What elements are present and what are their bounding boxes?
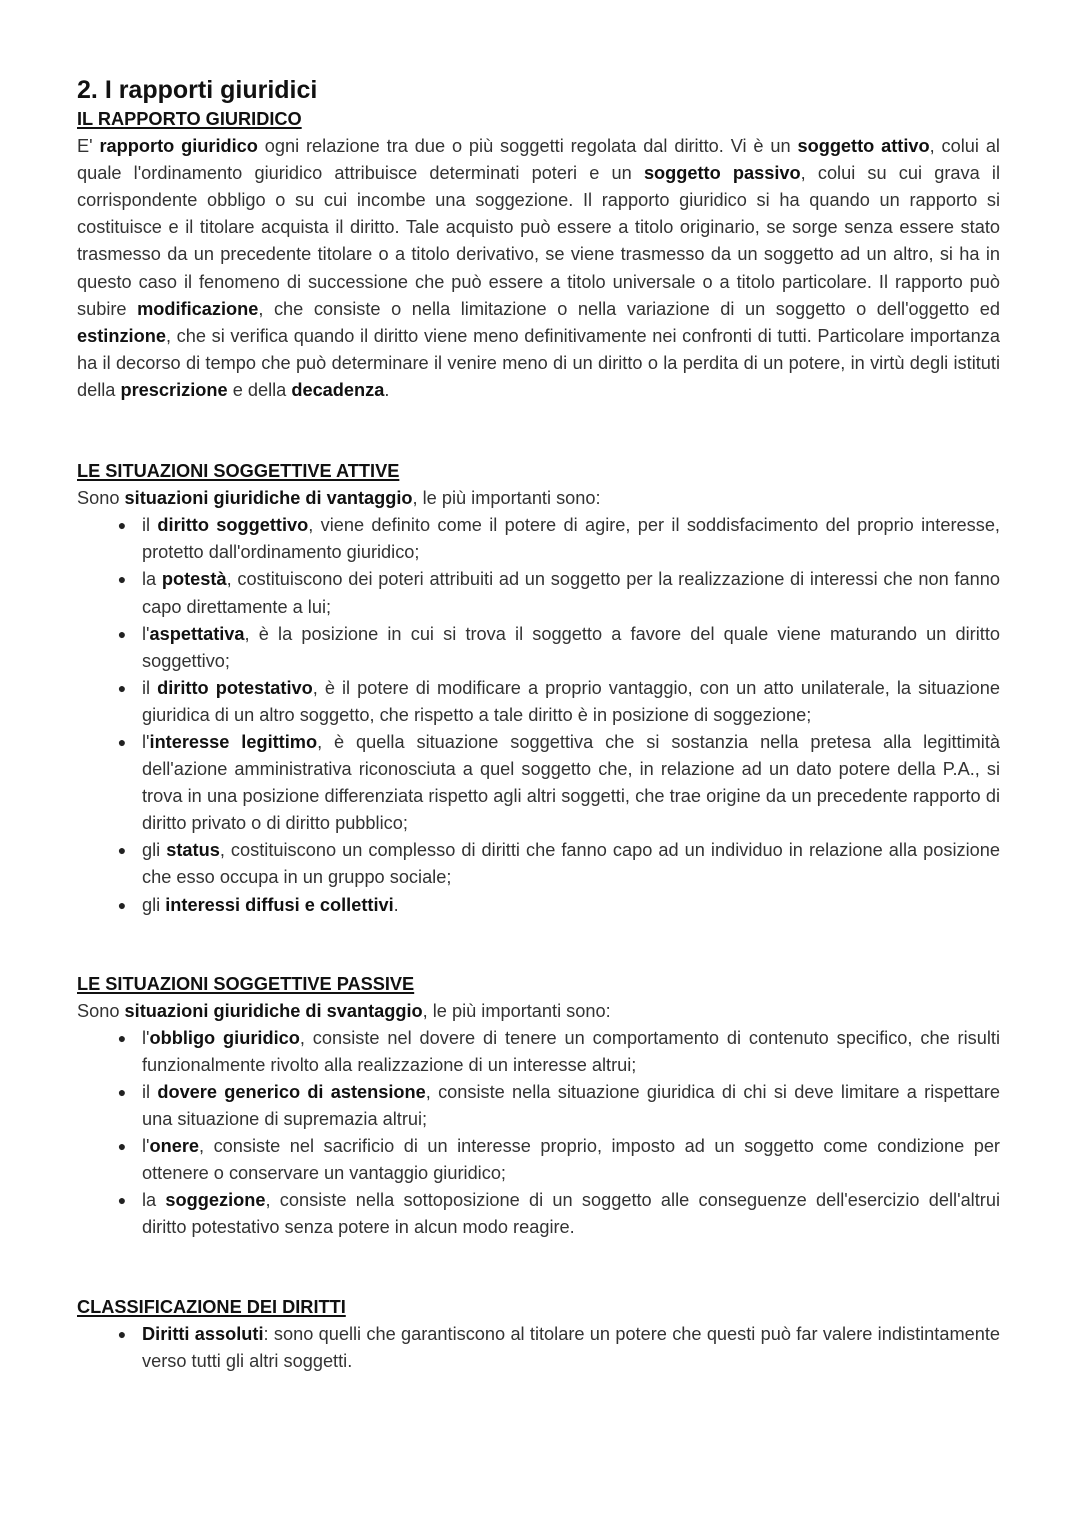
text-run: , viene definito come il potere di agire, per il soddisfacimento del proprio interesse, protetto dall'ordinamento giuridico; — [142, 515, 1000, 563]
text-run: gli — [142, 840, 167, 861]
text-run: , colui al quale l'ordinamento giuridico attribuisce determinati poteri e un — [77, 136, 1000, 184]
text-run: , le più importanti sono: — [422, 1000, 611, 1021]
page-title — [77, 74, 1000, 106]
text-run: , costituiscono un complesso di diritti che fanno capo ad un individuo in relazione alla posizione che esso occupa in un gruppo sociale; — [142, 840, 1001, 888]
bullet-icon: ● — [117, 679, 127, 696]
text-run: E' — [77, 136, 100, 157]
bold-term: dovere generico di astensione — [157, 1082, 426, 1102]
text-run: gli — [142, 894, 166, 915]
text-run: l' — [142, 1136, 150, 1157]
text-run: , che si verifica quando il diritto viene meno definitivamente nei confronti di tutti. Particolare importanza ha il decorso di tempo che può determinare il venire meno di un diritto o la perdita di un potere, in virtù degli istituti della — [77, 325, 1000, 400]
list-item — [77, 675, 1000, 729]
bold-term: soggetto attivo — [797, 136, 930, 157]
list-item — [77, 1321, 1000, 1375]
bold-term: status — [166, 840, 220, 861]
list-item-text — [142, 678, 1000, 725]
text-run: , consiste nella situazione giuridica di chi si deve limitare a rispettare una situazione di supremazia altrui; — [142, 1082, 1000, 1130]
list-classificazione — [77, 1321, 1000, 1375]
text-run: il — [142, 515, 158, 536]
list-item-text — [142, 515, 1000, 562]
text-run: , consiste nella sottoposizione di un soggetto alle conseguenze dell'esercizio dell'altrui diritto potestativo senza potere in alcun modo reagire. — [142, 1190, 1000, 1238]
list-item-text — [142, 1136, 1000, 1183]
bold-term: aspettativa — [149, 623, 245, 644]
text-run: e della — [227, 379, 292, 400]
spacer — [77, 404, 1000, 458]
bold-term: interesse legittimo — [149, 731, 318, 752]
text-run: , consiste nel dovere di tenere un comportamento di contenuto specifico, che risulti funzionalmente rivolto alla realizzazione di un interesse altrui; — [142, 1027, 1000, 1075]
spacer — [77, 1242, 1000, 1294]
text-run: : sono quelli che garantiscono al titolare un potere che questi può far valere indistintamente verso tutti gli altri soggetti. — [142, 1323, 1000, 1371]
list-attive — [77, 512, 1000, 918]
list-item — [77, 892, 1000, 919]
bullet-icon: ● — [117, 1138, 127, 1155]
bold-term: Diritti assoluti — [142, 1323, 264, 1344]
bold-term: decadenza — [291, 379, 385, 400]
text-run: , costituiscono dei poteri attribuiti ad un soggetto per la realizzazione di interessi che non fanno capo direttamente a lui; — [142, 569, 1000, 617]
bullet-icon: ● — [117, 896, 127, 913]
section-heading-attive: LE SITUAZIONI SOGGETTIVE ATTIVE — [77, 461, 400, 482]
bold-term: situazioni giuridiche di vantaggio — [124, 488, 413, 509]
bold-term: estinzione — [77, 325, 166, 346]
section-heading-passive: LE SITUAZIONI SOGGETTIVE PASSIVE — [77, 973, 415, 994]
text-run: Sono — [77, 488, 125, 509]
bullet-icon: ● — [117, 1084, 127, 1100]
list-item — [77, 566, 1000, 620]
text-run: l' — [142, 1027, 150, 1048]
bullet-icon: ● — [117, 1325, 127, 1342]
bullet-icon: ● — [117, 625, 127, 642]
list-item-text — [142, 1028, 1000, 1075]
bold-term: obbligo giuridico — [149, 1027, 300, 1048]
bullet-icon: ● — [117, 1029, 127, 1046]
text-run: . — [393, 894, 399, 915]
list-item-text — [142, 1082, 1000, 1129]
list-passive — [77, 1025, 1000, 1242]
text-run: ogni relazione tra due o più soggetti regolata dal diritto. Vi è un — [257, 136, 798, 157]
list-item — [77, 729, 1000, 837]
bold-term: prescrizione — [120, 379, 228, 400]
text-run: l' — [142, 731, 150, 752]
title-number: 2. — [77, 76, 98, 104]
list-item — [77, 621, 1000, 675]
text-run: l' — [142, 623, 150, 644]
list-item-text — [142, 895, 399, 915]
section-heading-rapporto: IL RAPPORTO GIURIDICO — [77, 109, 302, 129]
bold-term: soggezione — [165, 1190, 266, 1211]
list-item — [77, 1079, 1000, 1133]
text-run: . — [384, 379, 390, 400]
bullet-icon: ● — [117, 842, 127, 859]
bold-term: situazioni giuridiche di svantaggio — [124, 1000, 423, 1021]
text-run: , è quella situazione soggettiva che si sostanzia nella pretesa alla legittimità dell'azione amministrativa riconosciuta a quel soggetto che, in relazione ad un dato potere della P.A., si trova in una posizione differenziata rispetto agli altri soggetti, che trae origine da un precedente rapporto di diritto privato o di diritto pubblico; — [142, 731, 1000, 834]
list-item-text — [142, 1324, 1000, 1371]
list-item — [77, 1133, 1000, 1187]
intro-attive — [77, 485, 1000, 512]
list-item — [77, 512, 1000, 566]
intro-passive — [77, 998, 1000, 1025]
text-run: la — [142, 1190, 166, 1211]
bold-term: interessi diffusi e collettivi — [165, 894, 394, 915]
spacer — [77, 919, 1000, 971]
bullet-icon: ● — [117, 517, 127, 534]
bullet-icon: ● — [117, 733, 127, 750]
title-text: I rapporti giuridici — [104, 76, 318, 104]
bold-term: onere — [149, 1136, 200, 1157]
bullet-icon: ● — [117, 1192, 127, 1209]
document-page — [77, 74, 1000, 1375]
paragraph-rapporto — [77, 133, 1000, 404]
list-item — [77, 1187, 1000, 1241]
text-run: il — [142, 1082, 158, 1102]
list-item — [77, 1025, 1000, 1079]
bold-term: potestà — [161, 569, 227, 590]
text-run: , è la posizione in cui si trova il soggetto a favore del quale viene maturando un diritto soggettivo; — [142, 623, 1000, 671]
list-item — [77, 837, 1000, 891]
list-item-text — [142, 840, 1000, 887]
text-run: , consiste nel sacrificio di un interesse proprio, imposto ad un soggetto come condizione per ottenere o conservare un vantaggio giuridico; — [142, 1136, 1000, 1184]
text-run: , le più importanti sono: — [412, 488, 601, 509]
bold-term: modificazione — [137, 298, 259, 319]
bullet-icon: ● — [117, 571, 127, 588]
bold-term: soggetto passivo — [643, 163, 801, 184]
section-heading-classificazione: CLASSIFICAZIONE DEI DIRITTI — [77, 1296, 346, 1317]
text-run: , che consiste o nella limitazione o nella variazione di un soggetto o dell'oggetto ed — [258, 298, 1001, 319]
text-run: il — [142, 677, 158, 698]
list-item-text — [142, 624, 1000, 671]
list-item-text — [142, 732, 1000, 833]
bold-term: diritto soggettivo — [157, 515, 309, 536]
text-run: la — [142, 569, 162, 590]
text-run: , è il potere di modificare a proprio vantaggio, con un atto unilaterale, la situazione giuridica di un altro soggetto, che rispetto a tale diritto è in posizione di soggezione; — [142, 677, 1000, 725]
bold-term: rapporto giuridico — [99, 136, 258, 157]
list-item-text — [142, 569, 1000, 616]
bold-term: diritto potestativo — [157, 677, 313, 698]
text-run: , colui su cui grava il corrispondente obbligo o su cui incombe una soggezione. Il rapporto giuridico si ha quando un rapporto si costituisce e il titolare acquista il diritto. Tale acquisto può essere a titolo originario, se sorge senza essere stato trasmesso da un precedente titolare o a titolo derivativo, se viene trasmesso da un soggetto ad un altro, si ha in questo caso il fenomeno di successione che può essere a titolo universale o a titolo particolare. Il rapporto può subire — [77, 163, 1000, 319]
list-item-text — [142, 1190, 1000, 1237]
text-run: Sono — [77, 1000, 125, 1021]
